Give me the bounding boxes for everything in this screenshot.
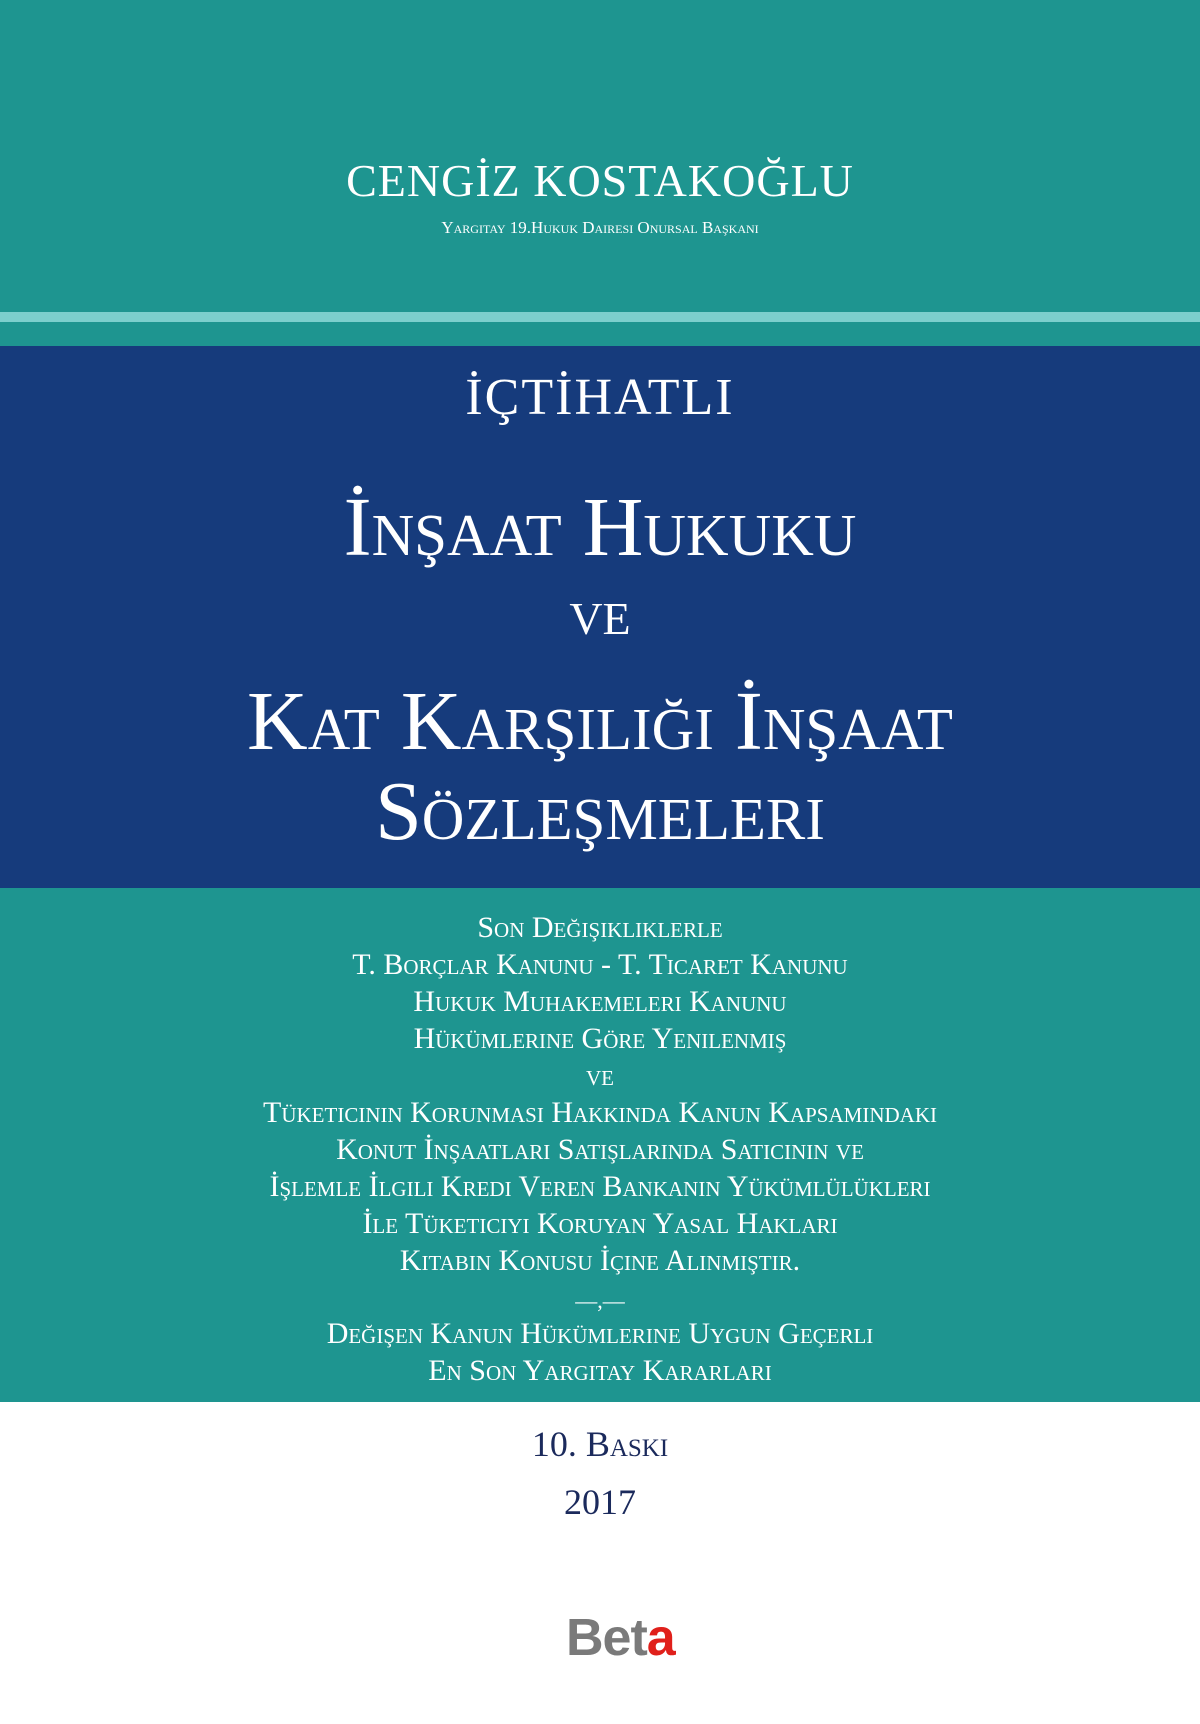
stripe-gap <box>0 322 1200 346</box>
subtitle-line: Kitabın Konusu İçine Alınmıştır. <box>399 1244 801 1277</box>
note-line: Değişen Kanun Hükümlerine Uygun Geçerli <box>326 1317 874 1350</box>
subtitle-line: Konut İnşaatları Satışlarında Satıcının ve <box>336 1133 864 1166</box>
pre-title: İÇTİHATLI <box>465 369 735 426</box>
edition-year: 2017 <box>564 1482 636 1522</box>
accent-stripe <box>0 312 1200 322</box>
subtitle-line: Hükümlerine Göre Yenilenmiş <box>413 1022 787 1055</box>
divider-mark: —,— <box>575 1288 625 1313</box>
subtitle-line: ve <box>586 1059 614 1092</box>
edition: 10. Baskı <box>531 1424 669 1464</box>
title-line-2: ve <box>569 576 631 649</box>
subtitle-line: T. Borçlar Kanunu - T. Ticaret Kanunu <box>352 948 848 981</box>
subtitle-line: İşlemle İlgili Kredi Veren Bankanın Yükümlülükleri <box>269 1170 931 1203</box>
author-role: Yargıtay 19.Hukuk Dairesi Onursal Başkanı <box>441 218 759 237</box>
subtitle-line: Hukuk Muhakemeleri Kanunu <box>413 985 787 1018</box>
subtitle-line: Son Değişikliklerle <box>477 911 723 944</box>
title-line-1: İnşaat Hukuku <box>343 481 857 574</box>
subtitle-line: İle Tüketiciyi Koruyan Yasal Hakları <box>362 1207 838 1240</box>
author-name: CENGİZ KOSTAKOĞLU <box>346 155 854 206</box>
note-line: En Son Yargıtay Kararları <box>428 1354 772 1387</box>
publisher-logo-accent: a <box>646 1609 675 1667</box>
title-line-3: Kat Karşılığı İnşaat <box>247 675 953 768</box>
publisher-logo-main: Bet <box>566 1609 647 1667</box>
publisher-logo <box>566 1609 675 1667</box>
subtitle-line: Tüketicinin Korunması Hakkında Kanun Kapsamındaki <box>263 1096 937 1129</box>
title-line-4: Sözleşmeleri <box>375 765 825 858</box>
